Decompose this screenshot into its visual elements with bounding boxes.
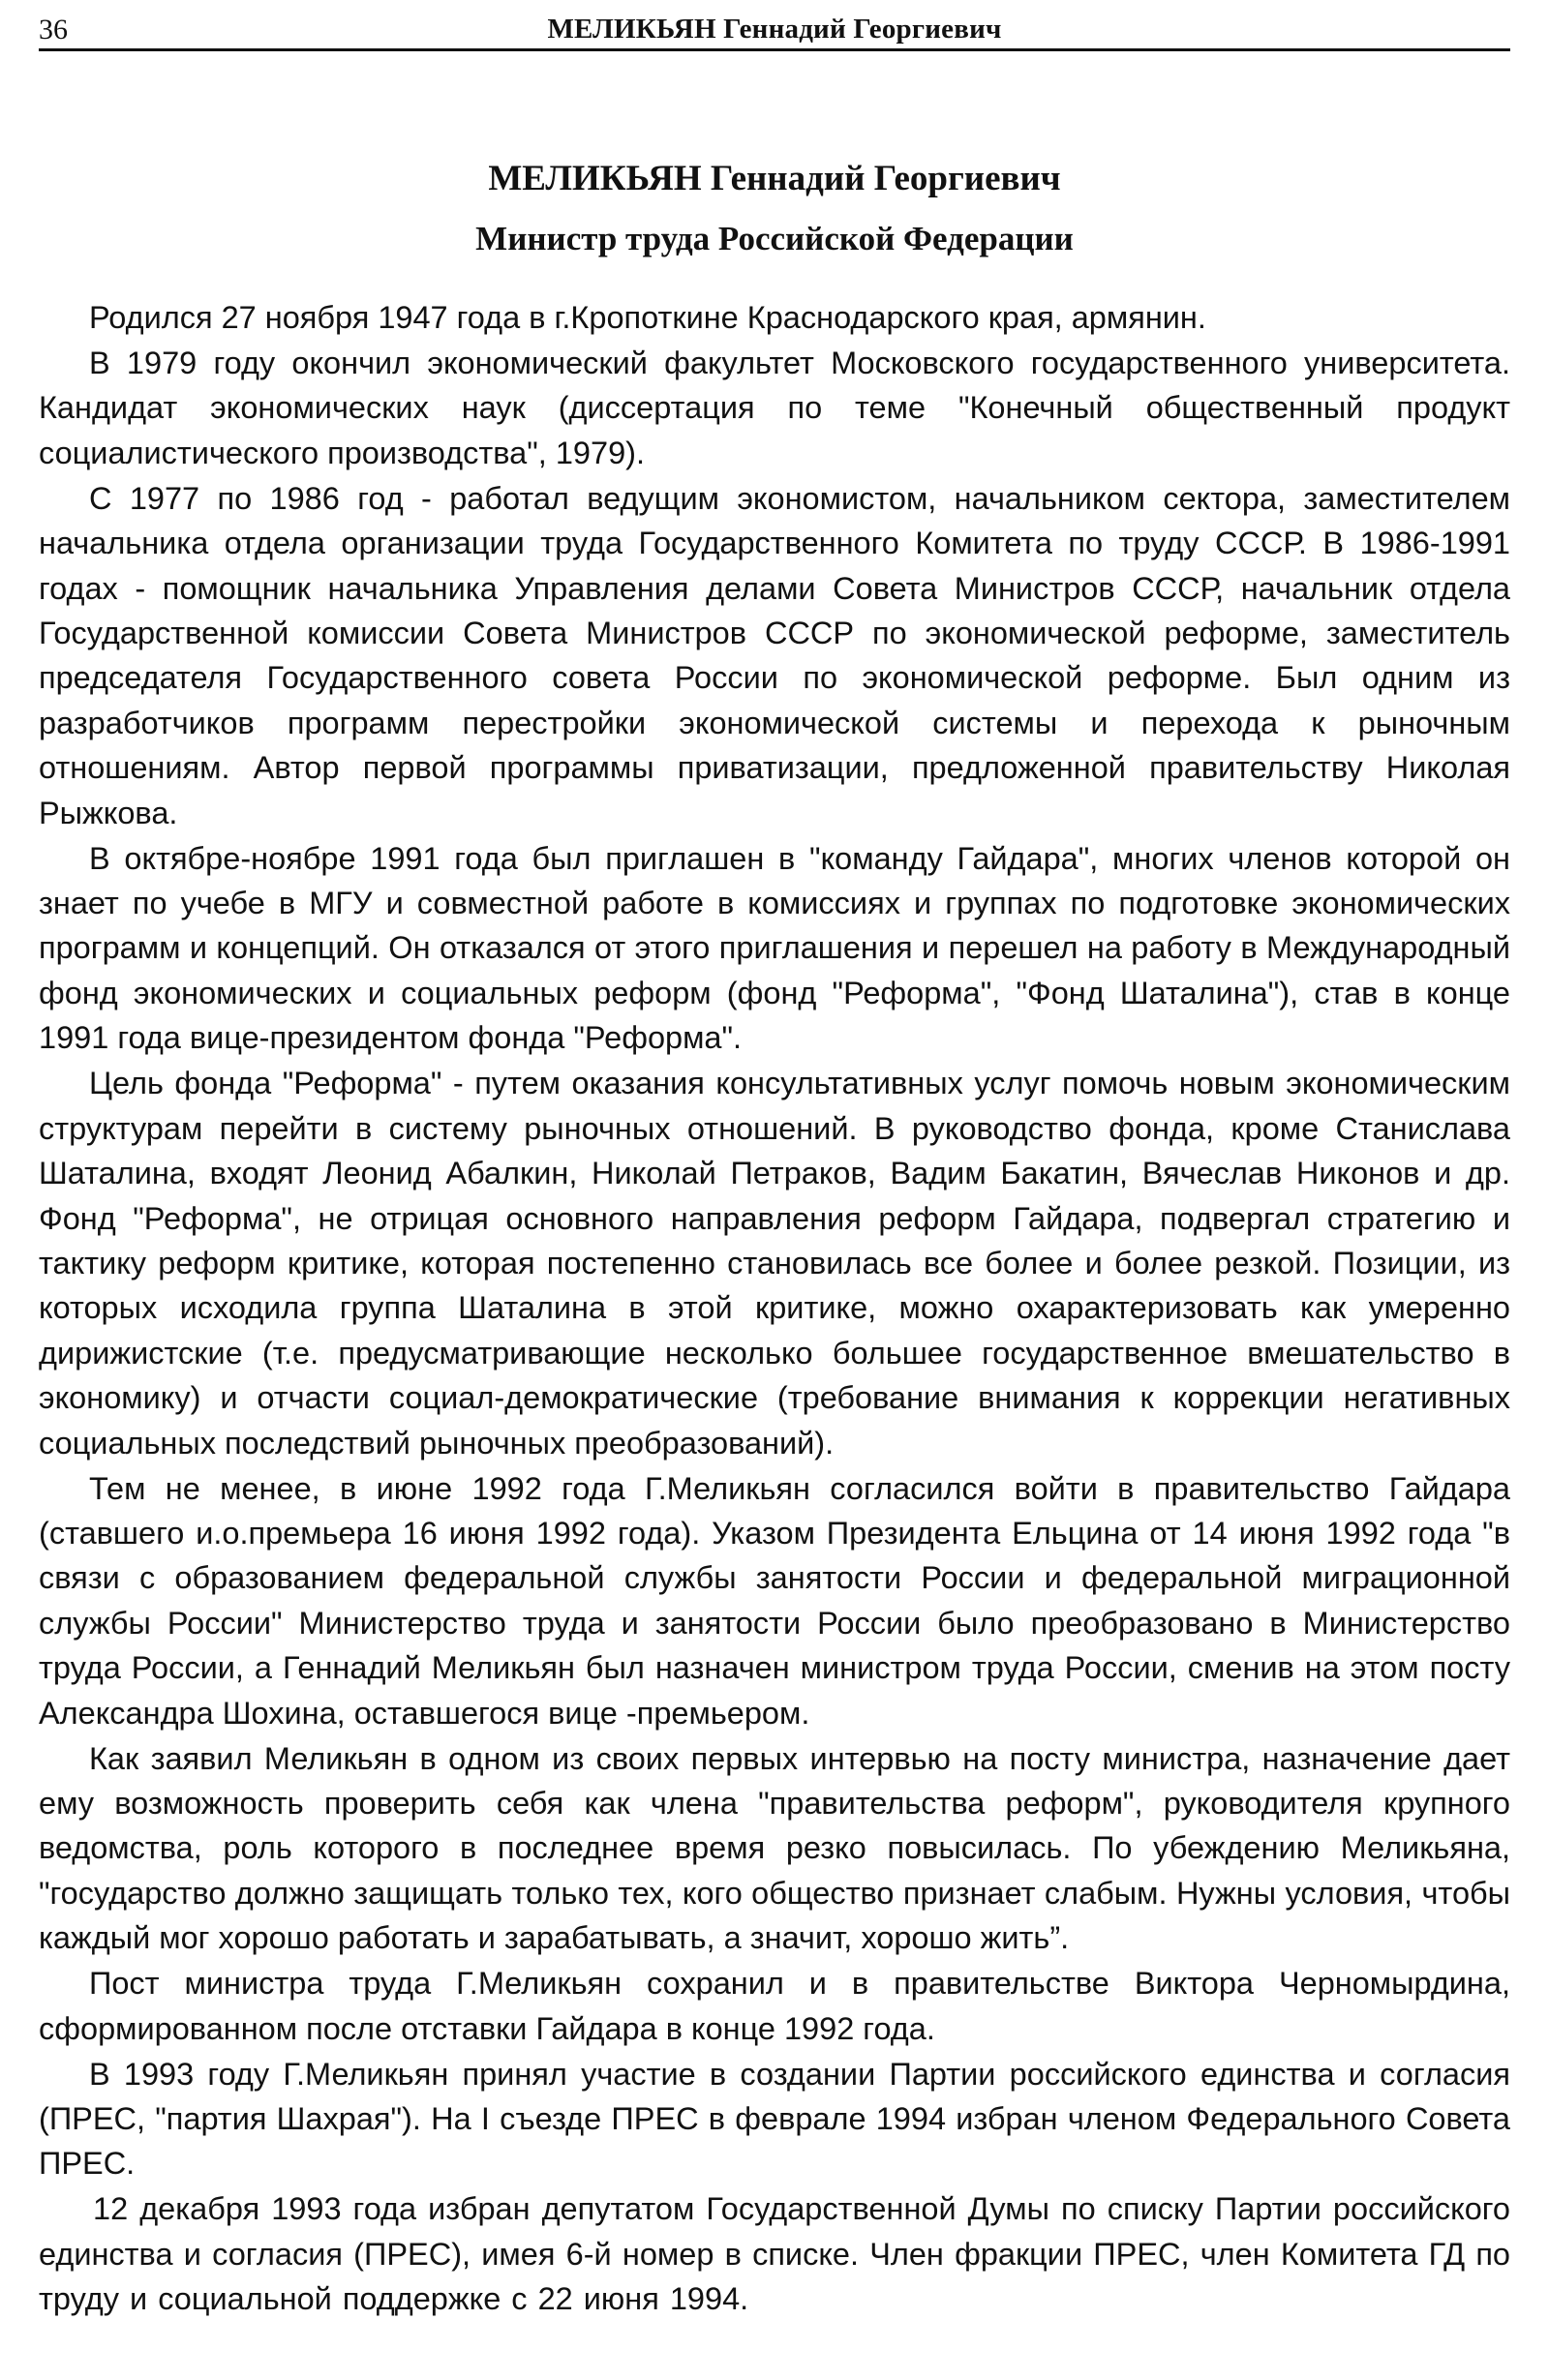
paragraph-education: В 1979 году окончил экономический факультет Московского государственного университета. Кандидат экономических наук (диссертация по теме "Конечный общественный продукт социалистического производства", 1979). [39,346,1510,470]
title-block [39,155,1510,263]
paragraph-pres-party: В 1993 году Г.Меликьян принял участие в создании Партии российского единства и согласия (ПРЕС, "партия Шахрая"). На I съезде ПРЕС в феврале 1994 избран членом Федерального Совета ПРЕС. [39,2056,1510,2182]
paragraph-fund-goal: Цель фонда "Реформа" - путем оказания консультативных услуг помочь новым экономическим структурам перейти в систему рыночных отношений. В руководство фонда, кроме Станислава Шаталина, входят Леонид Абалкин, Николай Петраков, Вадим Бакатин, Вячеслав Никонов и др. Фонд "Реформа", не отрицая основного направления реформ Гайдара, подвергал стратегию и тактику реформ критике, которая постепенно становилась все более и более резкой. Позиции, из которых исходила группа Шаталина в этой критике, можно охарактеризовать как умеренно дирижистские (т.е. предусматривающие несколько большее государственное вмешательство в экономику) и отчасти социал-демократические (требование внимания к коррекции негативных социальных последствий рыночных преобразований). [39,1066,1510,1461]
running-head-title: МЕЛИКЬЯН Геннадий Георгиевич [547,14,1002,45]
body-text [39,295,1510,2322]
paragraph-reforma-fund: В октябре-ноябре 1991 года был приглашен в "команду Гайдара", многих членов которой он знает по учебе в МГУ и совместной работе в комиссиях и группах по подготовке экономических программ и концепций. Он отказался от этого приглашения и перешел на работу в Международный фонд экономических и социальных реформ (фонд "Реформа", "Фонд Шаталина"), став в конце 1991 года вице-президентом фонда "Реформа". [39,840,1510,1056]
page-number: 36 [39,14,68,45]
paragraph-interview: Как заявил Меликьян в одном из своих первых интервью на посту министра, назначение дает ему возможность проверить себя как члена "правительства реформ", руководителя крупного ведомства, роль которого в последнее время резко повысилась. По убеждению Меликьяна, "государство должно защищать только тех, кого общество признает слабым. Нужны условия, чтобы каждый мог хорошо работать и зарабатывать, а значит, хорошо жить”. [39,1740,1510,1956]
paragraph-ministry-appointment: Тем не менее, в июне 1992 года Г.Меликьян согласился войти в правительство Гайдара (ставшего и.о.премьера 16 июня 1992 года). Указом Президента Ельцина от 14 июня 1992 года "в связи с образованием федеральной службы занятости России и федеральной миграционной службы России" Министерство труда и занятости России было преобразовано в Министерство труда России, а Геннадий Меликьян был назначен министром труда России, сменив на этом посту Александра Шохина, оставшегося вице -премьером. [39,1470,1510,1731]
person-post: Министр труда Российской Федерации [475,220,1074,257]
paragraph-duma: 12 декабря 1993 года избран депутатом Государственной Думы по списку Партии российского единства и согласия (ПРЕС), имея 6-й номер в списке. Член фракции ПРЕС, член Комитета ГД по труду и социальной поддержке с 22 июня 1994. [39,2191,1510,2317]
running-head [39,12,1510,50]
paragraph-chernomyrdin: Пост министра труда Г.Меликьян сохранил и в правительстве Виктора Черномырдина, сформированном после отставки Гайдара в конце 1992 года. [39,1966,1510,2046]
person-name: МЕЛИКЬЯН Геннадий Георгиевич [488,159,1061,198]
paragraph-birth: Родился 27 ноября 1947 года в г.Кропоткине Краснодарского края, армянин. [89,300,1206,335]
header-rule [39,48,1510,51]
paragraph-career: С 1977 по 1986 год - работал ведущим экономистом, начальником сектора, заместителем начальника отдела организации труда Государственного Комитета по труду СССР. В 1986-1991 годах - помощник начальника Управления делами Совета Министров СССР, начальник отдела Государственной комиссии Совета Министров СССР по экономической реформе, заместитель председателя Государственного совета России по экономической реформе. Был одним из разработчиков программ перестройки экономической системы и перехода к рыночным отношениям. Автор первой программы приватизации, предложенной правительству Николая Рыжкова. [39,480,1510,830]
